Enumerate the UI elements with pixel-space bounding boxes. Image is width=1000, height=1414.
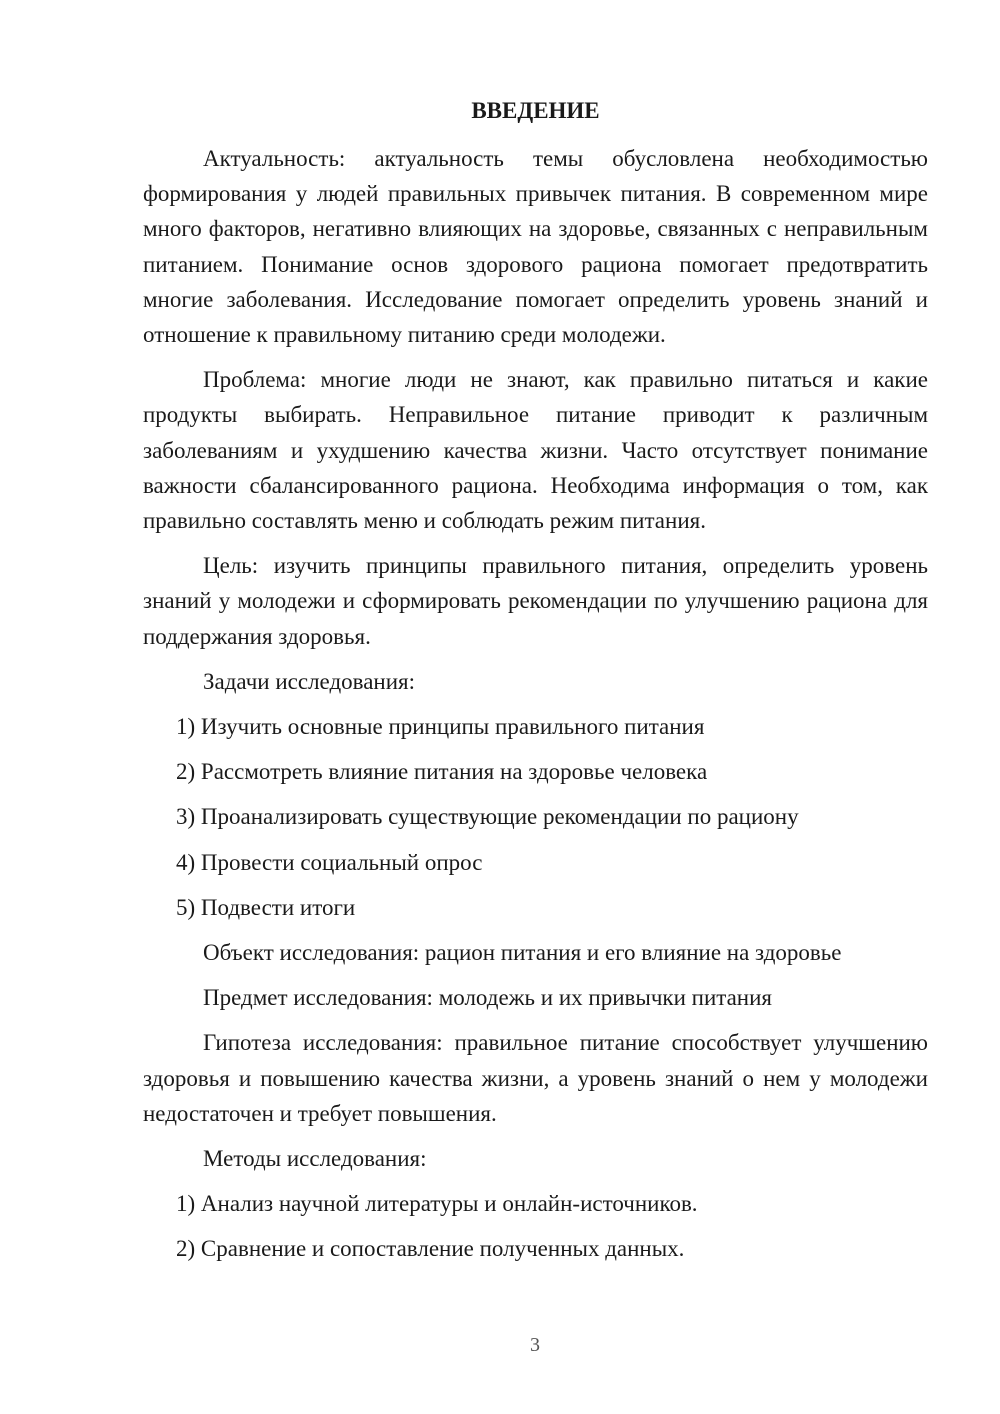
research-subject: Предмет исследования: молодежь и их привычки питания <box>203 985 773 1011</box>
task-item-3: 3) Проанализировать существующие рекомендации по рациону <box>176 804 799 830</box>
page-content <box>143 93 928 1277</box>
research-object: Объект исследования: рацион питания и его влияние на здоровье <box>203 940 842 966</box>
paragraph-problem: Проблема: многие люди не знают, как правильно питаться и какие продукты выбирать. Неправильное питание приводит к различным заболеваниям и ухудшению качества жизни. Часто отсутствует понимание важности сбалансированного рациона. Необходима информация о том, как правильно составлять меню и соблюдать режим питания. <box>143 367 928 534</box>
method-item-1: 1) Анализ научной литературы и онлайн-источников. <box>176 1191 698 1217</box>
paragraph-hypothesis: Гипотеза исследования: правильное питание способствует улучшению здоровья и повышению качества жизни, а уровень знаний о нем у молодежи недостаточен и требует повышения. <box>143 1030 928 1126</box>
task-item-4: 4) Провести социальный опрос <box>176 849 483 875</box>
task-item-2: 2) Рассмотреть влияние питания на здоровье человека <box>176 759 708 785</box>
page-number: 3 <box>530 1334 540 1356</box>
methods-heading: Методы исследования: <box>203 1146 427 1172</box>
task-item-5: 5) Подвести итоги <box>176 894 356 920</box>
paragraph-goal: Цель: изучить принципы правильного питания, определить уровень знаний у молодежи и сформировать рекомендации по улучшению рациона для поддержания здоровья. <box>143 553 928 649</box>
tasks-heading: Задачи исследования: <box>203 668 416 694</box>
page-title: ВВЕДЕНИЕ <box>471 98 600 123</box>
task-item-1: 1) Изучить основные принципы правильного питания <box>176 714 705 740</box>
method-item-2: 2) Сравнение и сопоставление полученных данных. <box>176 1236 685 1262</box>
paragraph-relevance: Актуальность: актуальность темы обусловлена необходимостью формирования у людей правильных привычек питания. В современном мире много факторов, негативно влияющих на здоровье, связанных с неправильным питанием. Понимание основ здорового рациона помогает предотвратить многие заболевания. Исследование помогает определить уровень знаний и отношение к правильному питанию среди молодежи. <box>143 146 928 348</box>
